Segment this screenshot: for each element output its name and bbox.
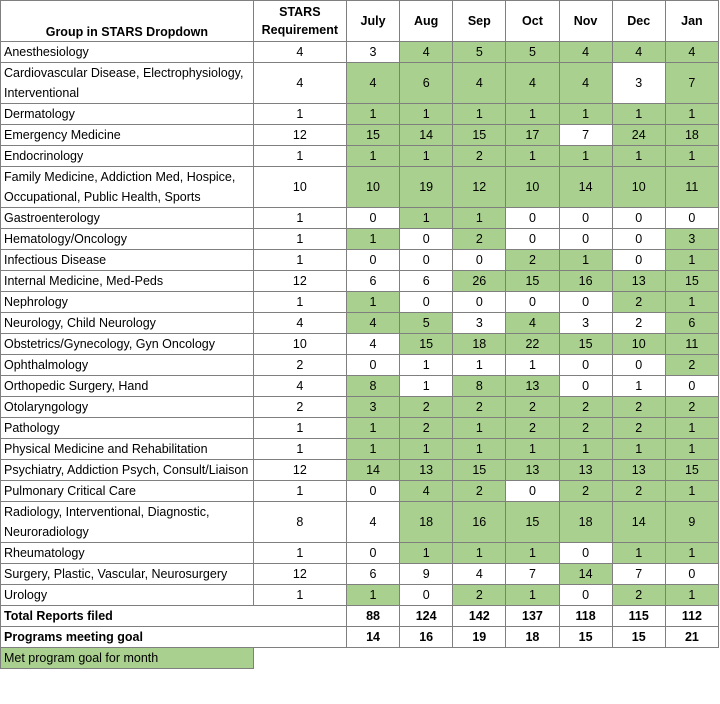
requirement-value: 1 [253, 543, 346, 564]
month-value: 0 [612, 208, 665, 229]
month-value-met: 15 [559, 334, 612, 355]
month-value-met: 15 [665, 271, 718, 292]
requirement-value: 4 [253, 42, 346, 63]
month-value-met: 4 [400, 42, 453, 63]
group-name: Urology [1, 585, 254, 606]
requirement-value: 2 [253, 355, 346, 376]
month-value-met: 7 [665, 63, 718, 104]
month-value-met: 16 [559, 271, 612, 292]
month-value: 0 [506, 481, 559, 502]
totals-label: Programs meeting goal [1, 627, 347, 648]
month-value: 3 [346, 42, 399, 63]
month-value-met: 1 [506, 146, 559, 167]
month-value-met: 1 [506, 439, 559, 460]
month-value-met: 4 [506, 63, 559, 104]
month-value-met: 18 [665, 125, 718, 146]
requirement-value: 12 [253, 564, 346, 585]
month-value-met: 4 [506, 313, 559, 334]
group-name: Ophthalmology [1, 355, 254, 376]
month-value-met: 4 [400, 481, 453, 502]
group-name: Infectious Disease [1, 250, 254, 271]
month-value-met: 2 [506, 397, 559, 418]
month-value-met: 15 [346, 125, 399, 146]
group-name: Anesthesiology [1, 42, 254, 63]
month-value-met: 26 [453, 271, 506, 292]
month-value-met: 2 [453, 481, 506, 502]
month-value-met: 1 [346, 418, 399, 439]
group-name: Radiology, Interventional, Diagnostic, Neuroradiology [1, 502, 254, 543]
table-row [1, 63, 719, 104]
month-value-met: 1 [506, 543, 559, 564]
month-value-met: 2 [665, 355, 718, 376]
month-value-met: 1 [559, 104, 612, 125]
table-row [1, 439, 719, 460]
month-value: 0 [559, 355, 612, 376]
month-value-met: 15 [453, 125, 506, 146]
month-value: 0 [506, 208, 559, 229]
month-value-met: 1 [453, 543, 506, 564]
month-value-met: 2 [559, 397, 612, 418]
month-value-met: 4 [559, 42, 612, 63]
month-value-met: 13 [506, 460, 559, 481]
month-value-met: 15 [400, 334, 453, 355]
group-name: Orthopedic Surgery, Hand [1, 376, 254, 397]
table-row [1, 355, 719, 376]
requirement-value: 2 [253, 397, 346, 418]
table-row [1, 146, 719, 167]
month-value: 7 [506, 564, 559, 585]
month-value-met: 2 [612, 585, 665, 606]
month-value: 6 [400, 271, 453, 292]
requirement-value: 1 [253, 585, 346, 606]
month-value-met: 1 [400, 208, 453, 229]
month-value-met: 2 [559, 418, 612, 439]
month-value-met: 1 [346, 146, 399, 167]
month-value-met: 18 [453, 334, 506, 355]
month-value-met: 2 [400, 397, 453, 418]
table-row [1, 585, 719, 606]
month-value: 0 [559, 292, 612, 313]
month-value-met: 15 [506, 502, 559, 543]
month-value-met: 1 [453, 104, 506, 125]
group-name: Endocrinology [1, 146, 254, 167]
month-value: 1 [612, 376, 665, 397]
month-value-met: 13 [612, 271, 665, 292]
totals-value: 15 [612, 627, 665, 648]
month-value-met: 1 [665, 439, 718, 460]
legend-spacer [253, 648, 718, 669]
totals-value: 115 [612, 606, 665, 627]
month-value-met: 1 [453, 208, 506, 229]
month-value-met: 2 [506, 418, 559, 439]
month-value-met: 4 [559, 63, 612, 104]
month-value-met: 1 [559, 439, 612, 460]
legend-swatch-label: Met program goal for month [1, 648, 254, 669]
totals-value: 16 [400, 627, 453, 648]
month-value: 0 [346, 543, 399, 564]
totals-row [1, 627, 719, 648]
month-value-met: 1 [400, 104, 453, 125]
requirement-value: 1 [253, 146, 346, 167]
month-value: 4 [453, 564, 506, 585]
month-value: 0 [559, 229, 612, 250]
month-value-met: 14 [559, 564, 612, 585]
month-value: 0 [559, 543, 612, 564]
requirement-value: 1 [253, 481, 346, 502]
month-value: 2 [612, 313, 665, 334]
month-value-met: 13 [506, 376, 559, 397]
month-value-met: 1 [665, 292, 718, 313]
month-value-met: 1 [400, 543, 453, 564]
month-value-met: 11 [665, 167, 718, 208]
month-value-met: 17 [506, 125, 559, 146]
month-value: 0 [612, 250, 665, 271]
month-value-met: 1 [665, 146, 718, 167]
month-value: 0 [506, 229, 559, 250]
table-row [1, 42, 719, 63]
month-value-met: 1 [612, 146, 665, 167]
month-value-met: 5 [453, 42, 506, 63]
month-header: July [346, 1, 399, 42]
month-value: 0 [559, 376, 612, 397]
table-row [1, 313, 719, 334]
month-value-met: 2 [612, 292, 665, 313]
month-value: 0 [453, 250, 506, 271]
month-value-met: 1 [346, 229, 399, 250]
month-value: 0 [559, 585, 612, 606]
group-name: Nephrology [1, 292, 254, 313]
month-value-met: 10 [506, 167, 559, 208]
month-value: 0 [665, 376, 718, 397]
month-value: 3 [559, 313, 612, 334]
month-value-met: 12 [453, 167, 506, 208]
totals-value: 19 [453, 627, 506, 648]
table-row [1, 334, 719, 355]
table-row [1, 481, 719, 502]
month-value-met: 1 [400, 146, 453, 167]
month-value-met: 15 [506, 271, 559, 292]
month-value: 1 [400, 355, 453, 376]
month-value-met: 2 [612, 397, 665, 418]
month-value-met: 18 [559, 502, 612, 543]
month-value-met: 14 [559, 167, 612, 208]
month-value-met: 1 [665, 250, 718, 271]
requirement-value: 10 [253, 167, 346, 208]
totals-value: 118 [559, 606, 612, 627]
month-value-met: 1 [665, 418, 718, 439]
group-name: Neurology, Child Neurology [1, 313, 254, 334]
month-value-met: 24 [612, 125, 665, 146]
requirement-value: 4 [253, 313, 346, 334]
month-value-met: 10 [612, 167, 665, 208]
month-value-met: 1 [665, 104, 718, 125]
month-value-met: 2 [453, 229, 506, 250]
requirement-value: 12 [253, 271, 346, 292]
requirement-value: 1 [253, 208, 346, 229]
group-name: Surgery, Plastic, Vascular, Neurosurgery [1, 564, 254, 585]
requirement-value: 1 [253, 292, 346, 313]
requirement-value: 10 [253, 334, 346, 355]
month-value-met: 4 [612, 42, 665, 63]
table-row [1, 460, 719, 481]
month-value-met: 4 [665, 42, 718, 63]
month-value: 0 [400, 292, 453, 313]
month-value-met: 1 [346, 104, 399, 125]
month-header: Aug [400, 1, 453, 42]
month-value: 3 [612, 63, 665, 104]
table-row [1, 104, 719, 125]
month-value-met: 13 [400, 460, 453, 481]
month-value-met: 2 [506, 250, 559, 271]
month-value: 0 [665, 208, 718, 229]
totals-value: 15 [559, 627, 612, 648]
month-value: 0 [400, 585, 453, 606]
month-value-met: 22 [506, 334, 559, 355]
totals-value: 142 [453, 606, 506, 627]
requirement-value: 12 [253, 460, 346, 481]
totals-value: 21 [665, 627, 718, 648]
month-value-met: 2 [453, 585, 506, 606]
month-value-met: 8 [346, 376, 399, 397]
totals-value: 14 [346, 627, 399, 648]
month-value-met: 1 [612, 104, 665, 125]
table-row [1, 167, 719, 208]
month-value-met: 2 [665, 397, 718, 418]
month-value-met: 1 [559, 146, 612, 167]
month-value-met: 14 [346, 460, 399, 481]
table-row [1, 208, 719, 229]
month-value: 1 [400, 376, 453, 397]
month-value-met: 13 [612, 460, 665, 481]
totals-value: 112 [665, 606, 718, 627]
month-value: 3 [453, 313, 506, 334]
month-value: 0 [665, 564, 718, 585]
table-row [1, 271, 719, 292]
month-value-met: 4 [453, 63, 506, 104]
header-row [1, 1, 719, 42]
month-value-met: 11 [665, 334, 718, 355]
totals-value: 18 [506, 627, 559, 648]
month-value: 7 [612, 564, 665, 585]
month-value: 1 [506, 355, 559, 376]
month-value: 6 [346, 271, 399, 292]
month-value-met: 2 [612, 481, 665, 502]
table-row [1, 543, 719, 564]
requirement-value: 1 [253, 229, 346, 250]
month-value-met: 6 [400, 63, 453, 104]
totals-label: Total Reports filed [1, 606, 347, 627]
month-value: 7 [559, 125, 612, 146]
month-header: Sep [453, 1, 506, 42]
month-value-met: 5 [506, 42, 559, 63]
month-value-met: 5 [400, 313, 453, 334]
month-value-met: 2 [400, 418, 453, 439]
table-row [1, 250, 719, 271]
month-value: 0 [346, 355, 399, 376]
totals-value: 137 [506, 606, 559, 627]
month-value-met: 1 [559, 250, 612, 271]
requirement-value: 4 [253, 63, 346, 104]
table-foot [1, 606, 719, 669]
group-name: Physical Medicine and Rehabilitation [1, 439, 254, 460]
group-name: Gastroenterology [1, 208, 254, 229]
month-value-met: 2 [612, 418, 665, 439]
requirement-value: 1 [253, 439, 346, 460]
table-body [1, 42, 719, 606]
month-value-met: 1 [453, 418, 506, 439]
table-row [1, 502, 719, 543]
requirement-value: 12 [253, 125, 346, 146]
group-name: Obstetrics/Gynecology, Gyn Oncology [1, 334, 254, 355]
month-value-met: 15 [453, 460, 506, 481]
group-name: Emergency Medicine [1, 125, 254, 146]
month-value-met: 1 [346, 439, 399, 460]
month-value-met: 8 [453, 376, 506, 397]
month-value: 0 [612, 229, 665, 250]
table-row [1, 292, 719, 313]
month-value: 6 [346, 564, 399, 585]
requirement-value: 1 [253, 104, 346, 125]
requirement-value: 1 [253, 418, 346, 439]
month-value-met: 2 [453, 146, 506, 167]
requirement-header: STARS Requirement [253, 1, 346, 42]
month-value-met: 19 [400, 167, 453, 208]
table-row [1, 229, 719, 250]
group-name: Pulmonary Critical Care [1, 481, 254, 502]
group-name: Rheumatology [1, 543, 254, 564]
month-value-met: 1 [665, 481, 718, 502]
month-value-met: 4 [346, 313, 399, 334]
month-value: 4 [346, 334, 399, 355]
table-row [1, 564, 719, 585]
group-name: Hematology/Oncology [1, 229, 254, 250]
requirement-value: 8 [253, 502, 346, 543]
month-header: Dec [612, 1, 665, 42]
group-name: Cardiovascular Disease, Electrophysiology, Interventional [1, 63, 254, 104]
month-value-met: 1 [506, 104, 559, 125]
month-value-met: 16 [453, 502, 506, 543]
table-row [1, 125, 719, 146]
month-value: 0 [453, 292, 506, 313]
group-name: Pathology [1, 418, 254, 439]
month-value-met: 1 [506, 585, 559, 606]
month-value: 0 [346, 250, 399, 271]
month-value-met: 2 [559, 481, 612, 502]
month-header: Nov [559, 1, 612, 42]
month-value-met: 1 [453, 439, 506, 460]
month-value-met: 14 [612, 502, 665, 543]
month-value-met: 1 [400, 439, 453, 460]
month-header: Jan [665, 1, 718, 42]
month-value-met: 10 [612, 334, 665, 355]
month-header: Oct [506, 1, 559, 42]
legend-row [1, 648, 719, 669]
month-value-met: 1 [665, 585, 718, 606]
month-value-met: 1 [665, 543, 718, 564]
month-value-met: 14 [400, 125, 453, 146]
month-value: 0 [612, 355, 665, 376]
month-value-met: 18 [400, 502, 453, 543]
requirement-value: 4 [253, 376, 346, 397]
month-value: 0 [506, 292, 559, 313]
group-header: Group in STARS Dropdown [1, 1, 254, 42]
month-value-met: 10 [346, 167, 399, 208]
month-value: 1 [453, 355, 506, 376]
group-name: Otolaryngology [1, 397, 254, 418]
month-value: 0 [346, 208, 399, 229]
month-value-met: 3 [346, 397, 399, 418]
month-value: 0 [346, 481, 399, 502]
group-name: Psychiatry, Addiction Psych, Consult/Liaison [1, 460, 254, 481]
month-value: 0 [559, 208, 612, 229]
table-row [1, 376, 719, 397]
month-value-met: 1 [346, 585, 399, 606]
month-value-met: 6 [665, 313, 718, 334]
month-value-met: 13 [559, 460, 612, 481]
month-value: 9 [400, 564, 453, 585]
group-name: Internal Medicine, Med-Peds [1, 271, 254, 292]
month-value: 0 [400, 250, 453, 271]
group-name: Family Medicine, Addiction Med, Hospice, Occupational, Public Health, Sports [1, 167, 254, 208]
month-value-met: 4 [346, 63, 399, 104]
totals-value: 124 [400, 606, 453, 627]
group-name: Dermatology [1, 104, 254, 125]
month-value-met: 3 [665, 229, 718, 250]
month-value: 4 [346, 502, 399, 543]
requirement-value: 1 [253, 250, 346, 271]
month-value-met: 1 [346, 292, 399, 313]
month-value-met: 1 [612, 439, 665, 460]
table-row [1, 397, 719, 418]
month-value-met: 2 [453, 397, 506, 418]
month-value-met: 15 [665, 460, 718, 481]
totals-value: 88 [346, 606, 399, 627]
month-value: 0 [400, 229, 453, 250]
month-value-met: 9 [665, 502, 718, 543]
totals-row [1, 606, 719, 627]
month-value-met: 1 [612, 543, 665, 564]
table-row [1, 418, 719, 439]
